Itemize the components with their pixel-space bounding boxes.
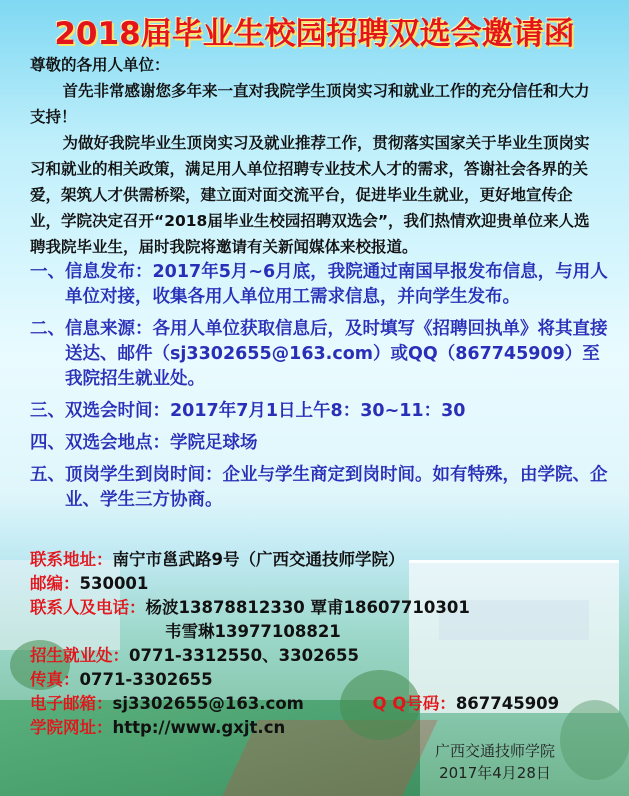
contact-person-value-2: 韦雪琳13977108821 [165, 622, 341, 641]
contact-person-label: 联系人及电话： [30, 598, 146, 617]
list-item-number: 二、 [30, 319, 65, 339]
list-item-text: 双选会地点：学院足球场 [65, 433, 258, 453]
postcode-label: 邮编： [30, 574, 80, 593]
organization-name: 广西交通技师学院 [434, 742, 555, 760]
list-item-text: 顶岗学生到岗时间：企业与学生商定到岗时间。如有特殊，由学院、企业、学生三方协商。 [65, 465, 608, 510]
list-item-number: 五、 [30, 465, 65, 485]
fax-value: 0771-3302655 [79, 670, 213, 689]
contact-person-value: 杨波13878812330 覃甫18607710301 [145, 598, 470, 617]
contact-person-row [30, 596, 620, 620]
list-item-number: 三、 [30, 401, 65, 421]
fax-row [30, 668, 620, 692]
email-label: 电子邮箱： [30, 694, 113, 713]
website-label: 学院网址： [30, 718, 113, 737]
greeting: 尊敬的各用人单位： [30, 56, 170, 74]
qq-value: 867745909 [455, 694, 560, 713]
postcode-value: 530001 [79, 574, 149, 593]
list-item-text: 信息发布：2017年5月~6月底，我院通过南国早报发布信息，与用人单位对接，收集各用人单位用工需求信息，并向学生发布。 [65, 262, 608, 307]
list-item [30, 260, 610, 310]
list-item [30, 463, 610, 513]
issue-date: 2017年4月28日 [439, 764, 551, 782]
postcode-row [30, 572, 620, 596]
thanks-paragraph: 首先非常感谢您多年来一直对我院学生顶岗实习和就业工作的充分信任和大力支持！ [30, 82, 590, 126]
qq-label: Q Q号码： [372, 694, 456, 713]
address-label: 联系地址： [30, 550, 113, 569]
purpose-paragraph: 为做好我院毕业生顶岗实习及就业推荐工作，贯彻落实国家关于毕业生顶岗实习和就业的相关政策，满足用人单位招聘专业技术人才的需求，答谢社会各界的关爱，架筑人才供需桥梁，建立面对面交流平台，促进毕业生就业，更好地宣传企业，学院决定召开“2018届毕业生校园招聘双选会”，我们热情欢迎贵单位来人选聘我院毕业生，届时我院将邀请有关新闻媒体来校报道。 [30, 134, 590, 256]
office-label: 招生就业处： [30, 646, 129, 665]
page-title: 2018届毕业生校园招聘双选会邀请函 [54, 16, 575, 52]
website-link[interactable]: http://www.gxjt.cn [112, 718, 286, 737]
website-row [30, 716, 620, 740]
contact-info [30, 548, 620, 740]
list-item-number: 一、 [30, 262, 65, 282]
signature-block [420, 740, 570, 784]
list-item-text: 双选会时间：2017年7月1日上午8：30~11：30 [65, 401, 466, 421]
list-item [30, 317, 610, 392]
office-row [30, 644, 620, 668]
list-item-text: 信息来源：各用人单位获取信息后，及时填写《招聘回执单》将其直接送达、邮件（sj3302655@163.com）或QQ（867745909）至我院招生就业处。 [65, 319, 608, 389]
email-value[interactable]: sj3302655@163.com [112, 694, 304, 713]
list-item [30, 399, 610, 424]
email-row [30, 692, 620, 716]
office-value: 0771-3312550、3302655 [129, 646, 360, 665]
list-item-number: 四、 [30, 433, 65, 453]
fax-label: 传真： [30, 670, 80, 689]
address-row [30, 548, 620, 572]
letter-body [30, 52, 600, 260]
list-item [30, 431, 610, 456]
address-value: 南宁市邕武路9号（广西交通技师学院） [112, 550, 405, 569]
info-list [30, 260, 610, 520]
contact-person-row-2 [30, 620, 620, 644]
